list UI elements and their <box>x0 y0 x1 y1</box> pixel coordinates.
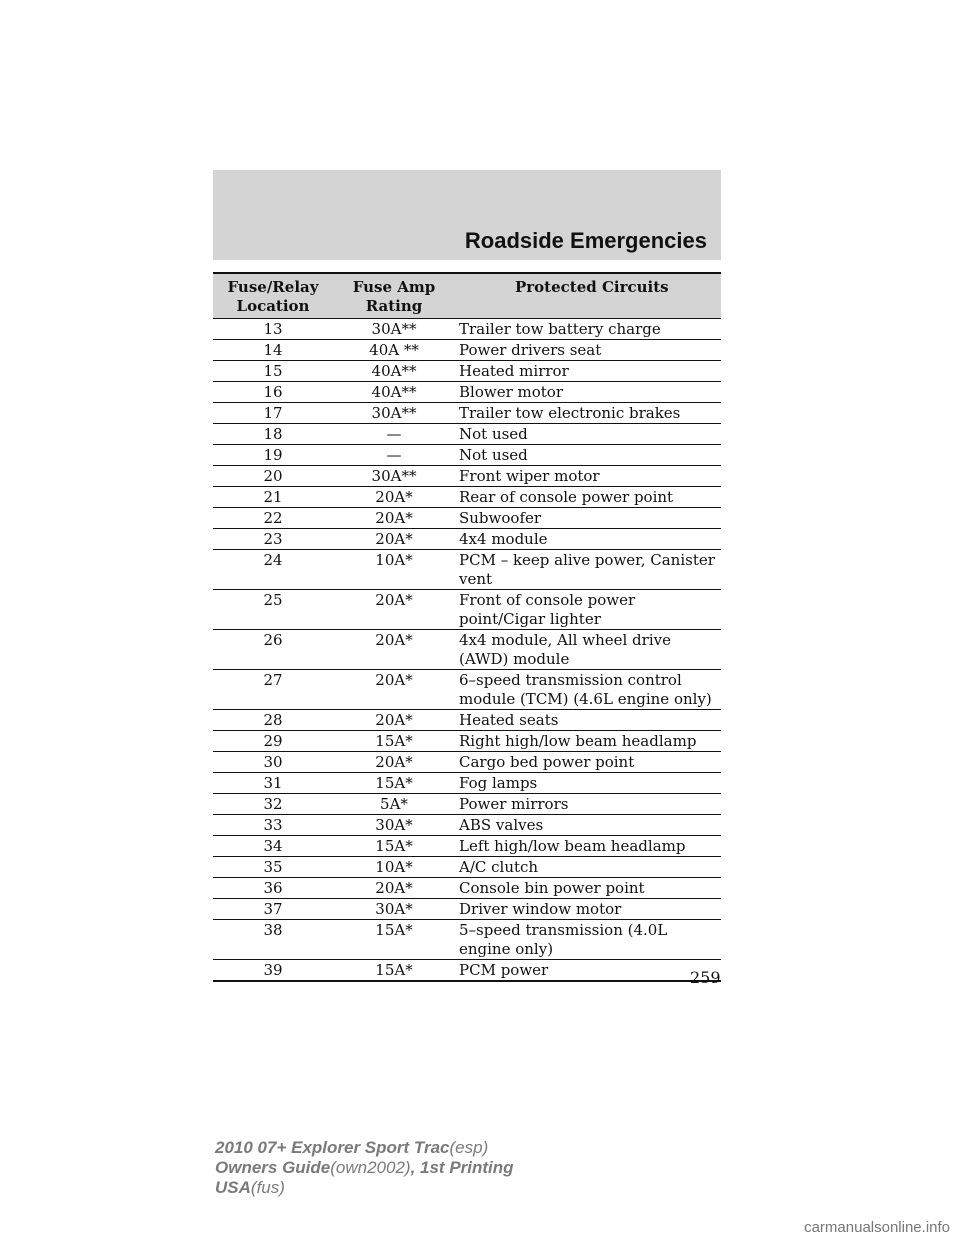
fuse-location-cell: 17 <box>213 403 333 424</box>
protected-circuit-cell: Front wiper motor <box>455 466 721 487</box>
protected-circuit-cell: Left high/low beam headlamp <box>455 836 721 857</box>
footer <box>215 1138 514 1198</box>
fuse-amp-cell: 30A** <box>333 319 455 340</box>
fuse-location-cell: 19 <box>213 445 333 466</box>
protected-circuit-cell: Blower motor <box>455 382 721 403</box>
fuse-amp-cell: 20A* <box>333 590 455 630</box>
protected-circuit-cell: 4x4 module, All wheel drive (AWD) module <box>455 630 721 670</box>
fuse-amp-cell: 40A** <box>333 382 455 403</box>
protected-circuit-cell: Heated mirror <box>455 361 721 382</box>
fuse-amp-cell: 30A** <box>333 403 455 424</box>
fuse-amp-cell: — <box>333 445 455 466</box>
fuse-amp-cell: 20A* <box>333 529 455 550</box>
footer-line-3 <box>215 1178 514 1198</box>
table-row <box>213 773 721 794</box>
table-row <box>213 878 721 899</box>
protected-circuit-cell: Rear of console power point <box>455 487 721 508</box>
fuse-location-cell: 27 <box>213 670 333 710</box>
table-row <box>213 445 721 466</box>
fuse-location-cell: 33 <box>213 815 333 836</box>
header-amp-rating: Fuse Amp Rating <box>333 273 455 319</box>
watermark: carmanualsonline.info <box>804 1219 950 1236</box>
fuse-location-cell: 36 <box>213 878 333 899</box>
table-row <box>213 529 721 550</box>
fuse-amp-cell: 15A* <box>333 836 455 857</box>
fuse-location-cell: 13 <box>213 319 333 340</box>
fuse-amp-cell: 40A** <box>333 361 455 382</box>
header-location: Fuse/Relay Location <box>213 273 333 319</box>
table-row <box>213 630 721 670</box>
table-row <box>213 361 721 382</box>
fuse-location-cell: 14 <box>213 340 333 361</box>
fuse-location-cell: 15 <box>213 361 333 382</box>
table-row <box>213 466 721 487</box>
table-row <box>213 920 721 960</box>
fuse-location-cell: 37 <box>213 899 333 920</box>
fuse-location-cell: 16 <box>213 382 333 403</box>
protected-circuit-cell: Front of console power point/Cigar lighter <box>455 590 721 630</box>
table-row <box>213 710 721 731</box>
protected-circuit-cell: PCM – keep alive power, Canister vent <box>455 550 721 590</box>
table-row <box>213 319 721 340</box>
fuse-location-cell: 38 <box>213 920 333 960</box>
protected-circuit-cell: 4x4 module <box>455 529 721 550</box>
fuse-amp-cell: 10A* <box>333 857 455 878</box>
fuse-location-cell: 25 <box>213 590 333 630</box>
footer-model-code: (esp) <box>449 1138 489 1157</box>
footer-line-1 <box>215 1138 514 1158</box>
fuse-amp-cell: 40A ** <box>333 340 455 361</box>
table-row <box>213 857 721 878</box>
fuse-amp-cell: 5A* <box>333 794 455 815</box>
table-row <box>213 731 721 752</box>
fuse-amp-cell: 20A* <box>333 630 455 670</box>
protected-circuit-cell: Not used <box>455 445 721 466</box>
fuse-amp-cell: 20A* <box>333 670 455 710</box>
table-row <box>213 382 721 403</box>
fuse-location-cell: 20 <box>213 466 333 487</box>
table-row <box>213 794 721 815</box>
table-row <box>213 836 721 857</box>
fuse-location-cell: 32 <box>213 794 333 815</box>
footer-guide: Owners Guide <box>215 1158 331 1177</box>
table-row <box>213 487 721 508</box>
fuse-amp-cell: 15A* <box>333 731 455 752</box>
table-row <box>213 403 721 424</box>
fuse-location-cell: 34 <box>213 836 333 857</box>
table-row <box>213 899 721 920</box>
protected-circuit-cell: Heated seats <box>455 710 721 731</box>
protected-circuit-cell: Power drivers seat <box>455 340 721 361</box>
footer-line-2 <box>215 1158 514 1178</box>
section-title: Roadside Emergencies <box>464 228 707 253</box>
footer-market-code: (fus) <box>250 1178 285 1197</box>
footer-market: USA <box>215 1178 251 1197</box>
fuse-amp-cell: 30A* <box>333 815 455 836</box>
fuse-location-cell: 21 <box>213 487 333 508</box>
footer-guide-code: (own2002) <box>330 1158 411 1177</box>
fuse-amp-cell: 30A* <box>333 899 455 920</box>
fuse-amp-cell: 20A* <box>333 508 455 529</box>
protected-circuit-cell: Power mirrors <box>455 794 721 815</box>
table-row <box>213 670 721 710</box>
section-header <box>213 170 721 260</box>
page-number: 259 <box>690 968 721 987</box>
table-row <box>213 340 721 361</box>
protected-circuit-cell: Driver window motor <box>455 899 721 920</box>
fuse-amp-cell: 20A* <box>333 710 455 731</box>
protected-circuit-cell: Console bin power point <box>455 878 721 899</box>
fuse-location-cell: 35 <box>213 857 333 878</box>
table-row <box>213 550 721 590</box>
table-row <box>213 590 721 630</box>
protected-circuit-cell: Trailer tow battery charge <box>455 319 721 340</box>
table-row <box>213 752 721 773</box>
table-row <box>213 815 721 836</box>
fuse-location-cell: 26 <box>213 630 333 670</box>
protected-circuit-cell: 6–speed transmission control module (TCM) (4.6L engine only) <box>455 670 721 710</box>
protected-circuit-cell: PCM power <box>455 960 721 982</box>
table-row <box>213 960 721 982</box>
fuse-location-cell: 23 <box>213 529 333 550</box>
protected-circuit-cell: Right high/low beam headlamp <box>455 731 721 752</box>
table-row <box>213 424 721 445</box>
fuse-amp-cell: 15A* <box>333 960 455 982</box>
protected-circuit-cell: A/C clutch <box>455 857 721 878</box>
fuse-location-cell: 18 <box>213 424 333 445</box>
fuse-amp-cell: 15A* <box>333 920 455 960</box>
fuse-amp-cell: 20A* <box>333 487 455 508</box>
fuse-amp-cell: 30A** <box>333 466 455 487</box>
table-header-row <box>213 273 721 319</box>
fuse-amp-cell: 20A* <box>333 878 455 899</box>
protected-circuit-cell: Subwoofer <box>455 508 721 529</box>
protected-circuit-cell: Cargo bed power point <box>455 752 721 773</box>
fuse-amp-cell: — <box>333 424 455 445</box>
fuse-location-cell: 39 <box>213 960 333 982</box>
fuse-location-cell: 31 <box>213 773 333 794</box>
protected-circuit-cell: 5–speed transmission (4.0L engine only) <box>455 920 721 960</box>
footer-model: 2010 07+ Explorer Sport Trac <box>215 1138 450 1157</box>
protected-circuit-cell: Not used <box>455 424 721 445</box>
fuse-amp-cell: 15A* <box>333 773 455 794</box>
footer-printing: , 1st Printing <box>410 1158 514 1177</box>
fuse-location-cell: 30 <box>213 752 333 773</box>
header-protected-circuits: Protected Circuits <box>455 273 721 319</box>
fuse-location-cell: 24 <box>213 550 333 590</box>
table-row <box>213 508 721 529</box>
fuse-location-cell: 29 <box>213 731 333 752</box>
fuse-amp-cell: 20A* <box>333 752 455 773</box>
fuse-location-cell: 22 <box>213 508 333 529</box>
fuse-table <box>213 272 721 982</box>
protected-circuit-cell: Fog lamps <box>455 773 721 794</box>
fuse-location-cell: 28 <box>213 710 333 731</box>
protected-circuit-cell: Trailer tow electronic brakes <box>455 403 721 424</box>
fuse-amp-cell: 10A* <box>333 550 455 590</box>
protected-circuit-cell: ABS valves <box>455 815 721 836</box>
